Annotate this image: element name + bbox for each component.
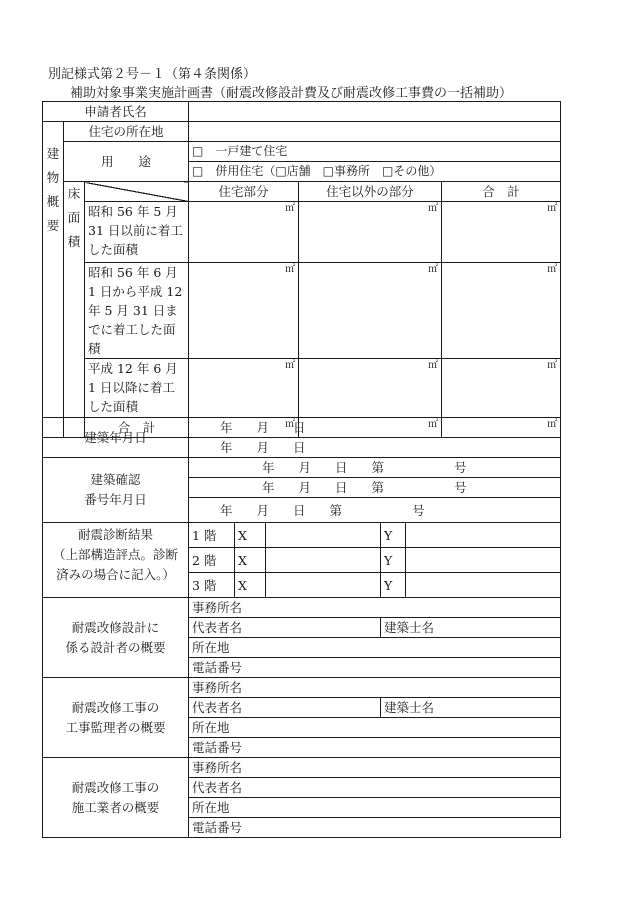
area-row-label: 平成 12 年 6 月 1 日以降に着工した面積 — [85, 359, 189, 418]
seismic-x-input[interactable] — [266, 573, 381, 598]
seismic-y-input[interactable] — [406, 523, 561, 548]
area-cell-total[interactable]: ㎡ — [442, 359, 561, 418]
designer-office[interactable]: 事務所名 — [189, 598, 561, 618]
seismic-y-input[interactable] — [406, 573, 561, 598]
designer-row-office — [43, 598, 561, 618]
contractor-label: 耐震改修工事の 施工業者の概要 — [43, 758, 189, 838]
plan-form-lower-table — [42, 417, 561, 838]
supervisor-location[interactable]: 所在地 — [189, 718, 561, 738]
area-cell-total[interactable]: ㎡ — [442, 202, 561, 263]
seismic-floor-2: 2 階 — [189, 548, 235, 573]
address-row — [43, 122, 561, 142]
designer-phone[interactable]: 電話番号 — [189, 658, 561, 678]
form-number: 別記様式第２号－１（第４条関係） — [48, 67, 257, 82]
confirmation-label: 建築確認 番号年月日 — [43, 458, 189, 523]
seismic-x-label: X — [235, 573, 266, 598]
seismic-x-label: X — [235, 548, 266, 573]
area-cell-non-residential[interactable]: ㎡ — [299, 359, 442, 418]
col-residential: 住宅部分 — [189, 182, 299, 202]
area-total-residential[interactable]: ㎡ — [189, 418, 299, 438]
construction-date-input[interactable]: 年 月 日 — [189, 418, 561, 438]
area-row-before-1981 — [43, 202, 561, 263]
seismic-x-input[interactable] — [266, 548, 381, 573]
contractor-location[interactable]: 所在地 — [189, 798, 561, 818]
contractor-row-office — [43, 758, 561, 778]
seismic-y-label: Y — [381, 548, 406, 573]
applicant-label: 申請者氏名 — [43, 102, 189, 122]
form-title: 補助対象事業実施計画書（耐震改修設計費及び耐震改修工事費の一括補助） — [70, 86, 513, 101]
area-row-label: 昭和 56 年 5 月 31 日以前に着工した面積 — [85, 202, 189, 263]
seismic-floor-1: 1 階 — [189, 523, 235, 548]
address-input[interactable] — [189, 122, 561, 142]
building-overview-label: 建 物 概 要 — [43, 122, 64, 438]
area-cell-total[interactable]: ㎡ — [442, 263, 561, 359]
construction-date-row-1 — [43, 418, 561, 438]
confirmation-input-1[interactable]: 年 月 日 第 号 — [189, 458, 561, 478]
area-row-after-2000 — [43, 359, 561, 418]
applicant-input[interactable] — [189, 102, 561, 122]
area-row-label: 昭和 56 年 6 月 1 日から平成 12 年 5 月 31 日までに着工した面積 — [85, 263, 189, 359]
area-cell-residential[interactable]: ㎡ — [189, 202, 299, 263]
seismic-y-input[interactable] — [406, 548, 561, 573]
construction-date-input-2[interactable]: 年 月 日 — [189, 438, 561, 458]
floor-area-header-row — [43, 182, 561, 202]
confirmation-row-1 — [43, 458, 561, 478]
supervisor-label: 耐震改修工事の 工事監理者の概要 — [43, 678, 189, 758]
confirmation-input-3[interactable]: 年 月 日 第 号 — [189, 498, 561, 523]
area-cell-residential[interactable]: ㎡ — [189, 263, 299, 359]
contractor-representative[interactable]: 代表者名 — [189, 778, 561, 798]
floor-area-label: 床 面 積 — [64, 182, 85, 438]
construction-date-label: 建築年月日 — [43, 418, 189, 458]
seismic-y-label: Y — [381, 523, 406, 548]
supervisor-architect[interactable]: 建築士名 — [381, 698, 561, 718]
contractor-office[interactable]: 事務所名 — [189, 758, 561, 778]
area-total-total[interactable]: ㎡ — [442, 418, 561, 438]
seismic-label: 耐震診断結果 （上部構造評点。診断 済みの場合に記入。） — [43, 523, 189, 598]
designer-label: 耐震改修設計に 係る設計者の概要 — [43, 598, 189, 678]
area-cell-non-residential[interactable]: ㎡ — [299, 202, 442, 263]
plan-form-table — [42, 101, 561, 438]
supervisor-row-office — [43, 678, 561, 698]
applicant-row — [43, 102, 561, 122]
supervisor-office[interactable]: 事務所名 — [189, 678, 561, 698]
usage-option-detached[interactable]: □ 一戸建て住宅 — [189, 142, 561, 162]
diagonal-header-cell — [85, 182, 189, 202]
confirmation-input-2[interactable]: 年 月 日 第 号 — [189, 478, 561, 498]
area-total-non-residential[interactable]: ㎡ — [299, 418, 442, 438]
designer-location[interactable]: 所在地 — [189, 638, 561, 658]
address-label: 住宅の所在地 — [64, 122, 189, 142]
seismic-x-label: X — [235, 523, 266, 548]
supervisor-phone[interactable]: 電話番号 — [189, 738, 561, 758]
usage-row-1 — [43, 142, 561, 162]
area-cell-non-residential[interactable]: ㎡ — [299, 263, 442, 359]
seismic-row-1 — [43, 523, 561, 548]
area-cell-residential[interactable]: ㎡ — [189, 359, 299, 418]
designer-architect[interactable]: 建築士名 — [381, 618, 561, 638]
designer-representative[interactable]: 代表者名 — [189, 618, 381, 638]
supervisor-representative[interactable]: 代表者名 — [189, 698, 381, 718]
seismic-y-label: Y — [381, 573, 406, 598]
contractor-phone[interactable]: 電話番号 — [189, 818, 561, 838]
col-non-residential: 住宅以外の部分 — [299, 182, 442, 202]
usage-option-mixed[interactable]: □ 併用住宅（□店舗 □事務所 □その他） — [189, 162, 561, 182]
seismic-x-input[interactable] — [266, 523, 381, 548]
seismic-floor-3: 3 階 — [189, 573, 235, 598]
usage-label: 用 途 — [64, 142, 189, 182]
area-total-label: 合 計 — [85, 418, 189, 438]
area-row-1981-2000 — [43, 263, 561, 359]
col-total: 合 計 — [442, 182, 561, 202]
